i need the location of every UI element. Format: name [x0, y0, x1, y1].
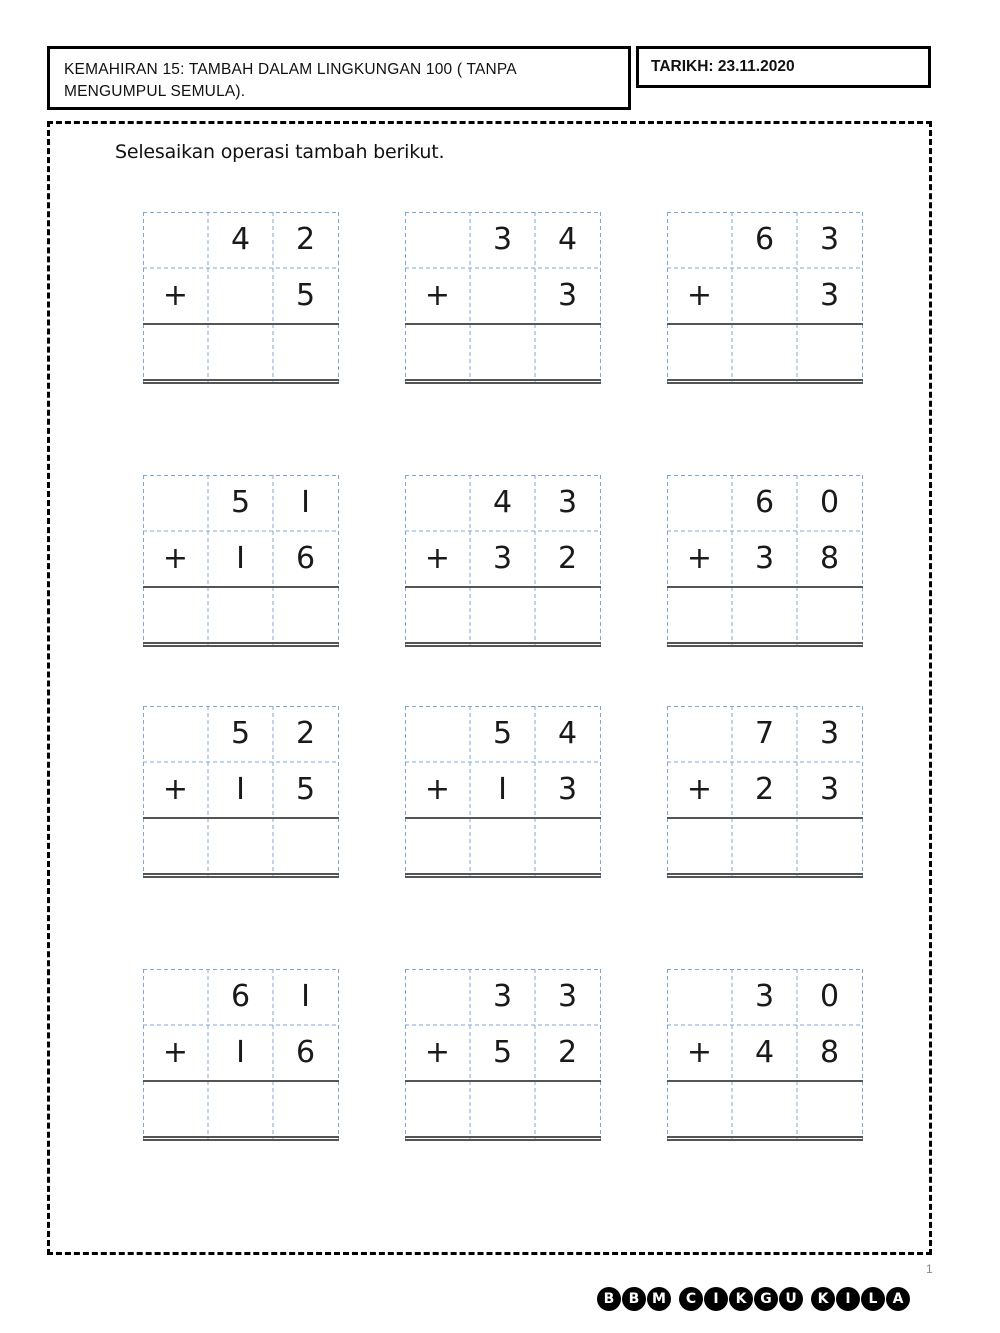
answer-cell[interactable]: [470, 324, 535, 380]
answer-cell[interactable]: [535, 818, 600, 874]
operand-digit: [405, 212, 470, 268]
answer-cell[interactable]: [273, 818, 338, 874]
brand-word: [811, 1287, 911, 1311]
addend-digit: 5: [492, 1035, 513, 1070]
brand-logo: [597, 1284, 911, 1314]
answer-cell[interactable]: [732, 818, 797, 874]
addend-digit: I: [498, 772, 507, 807]
answer-cell[interactable]: [667, 1081, 732, 1137]
answer-cell[interactable]: [273, 587, 338, 643]
operand-digit: 3: [557, 979, 578, 1014]
skill-title: KEMAHIRAN 15: TAMBAH DALAM LINGKUNGAN 100 ( TANPA MENGUMPUL SEMULA).: [64, 61, 516, 100]
addend-digit: 3: [819, 772, 840, 807]
addition-problem: [667, 212, 863, 384]
answer-cell[interactable]: [732, 587, 797, 643]
operand-digit: I: [301, 979, 310, 1014]
answer-cell[interactable]: [535, 324, 600, 380]
answer-cell[interactable]: [143, 818, 208, 874]
operand-digit: 4: [230, 222, 251, 257]
addend-digit: I: [236, 1035, 245, 1070]
operand-digit: [667, 969, 732, 1025]
brand-letter: K: [811, 1287, 835, 1311]
addend-digit: 5: [295, 772, 316, 807]
addition-problem: [405, 706, 601, 878]
plus-sign: +: [686, 1035, 713, 1070]
operand-digit: 5: [492, 716, 513, 751]
answer-cell[interactable]: [143, 587, 208, 643]
operand-digit: 4: [492, 485, 513, 520]
answer-cell[interactable]: [208, 1081, 273, 1137]
brand-letter: G: [754, 1287, 778, 1311]
operand-digit: 4: [557, 716, 578, 751]
answer-cell[interactable]: [470, 587, 535, 643]
answer-cell[interactable]: [535, 587, 600, 643]
brand-letter: M: [647, 1287, 671, 1311]
answer-cell[interactable]: [797, 324, 862, 380]
answer-cell[interactable]: [667, 587, 732, 643]
addend-digit: [208, 268, 273, 324]
addition-problem: [667, 969, 863, 1141]
brand-letter: U: [779, 1287, 803, 1311]
operand-digit: 3: [819, 716, 840, 751]
operand-digit: [143, 969, 208, 1025]
answer-cell[interactable]: [273, 1081, 338, 1137]
operand-digit: 6: [230, 979, 251, 1014]
plus-sign: +: [424, 772, 451, 807]
plus-sign: +: [162, 541, 189, 576]
plus-sign: +: [424, 278, 451, 313]
answer-cell[interactable]: [667, 324, 732, 380]
addend-digit: 4: [754, 1035, 775, 1070]
brand-word: [597, 1287, 672, 1311]
brand-letter: L: [861, 1287, 885, 1311]
plus-sign: +: [686, 541, 713, 576]
addend-digit: 8: [819, 541, 840, 576]
operand-digit: 3: [557, 485, 578, 520]
addend-digit: 5: [295, 278, 316, 313]
answer-cell[interactable]: [405, 1081, 470, 1137]
answer-cell[interactable]: [667, 818, 732, 874]
answer-cell[interactable]: [405, 587, 470, 643]
addition-problem: [405, 475, 601, 647]
operand-digit: 5: [230, 485, 251, 520]
skill-title-box: [47, 46, 631, 110]
page-number: 1: [926, 1262, 933, 1276]
operand-digit: 2: [295, 222, 316, 257]
operand-digit: [143, 706, 208, 762]
answer-cell[interactable]: [143, 1081, 208, 1137]
plus-sign: +: [424, 1035, 451, 1070]
addend-digit: 3: [819, 278, 840, 313]
answer-cell[interactable]: [797, 587, 862, 643]
answer-cell[interactable]: [535, 1081, 600, 1137]
operand-digit: 4: [557, 222, 578, 257]
brand-word: [679, 1287, 804, 1311]
operand-digit: 6: [754, 485, 775, 520]
addend-digit: 2: [557, 1035, 578, 1070]
operand-digit: 6: [754, 222, 775, 257]
operand-digit: 3: [492, 222, 513, 257]
operand-digit: I: [301, 485, 310, 520]
brand-letter: B: [597, 1287, 621, 1311]
plus-sign: +: [686, 772, 713, 807]
addend-digit: I: [236, 772, 245, 807]
brand-letter: K: [729, 1287, 753, 1311]
addition-problem: [143, 212, 339, 384]
answer-cell[interactable]: [797, 818, 862, 874]
answer-cell[interactable]: [470, 818, 535, 874]
instruction-text: Selesaikan operasi tambah berikut.: [115, 141, 445, 163]
operand-digit: [405, 475, 470, 531]
plus-sign: +: [162, 772, 189, 807]
operand-digit: 0: [819, 979, 840, 1014]
operand-digit: [405, 706, 470, 762]
answer-cell[interactable]: [405, 818, 470, 874]
operand-digit: 7: [754, 716, 775, 751]
addend-digit: 3: [754, 541, 775, 576]
addend-digit: 2: [557, 541, 578, 576]
brand-letter: I: [704, 1287, 728, 1311]
operand-digit: [667, 706, 732, 762]
answer-cell[interactable]: [208, 818, 273, 874]
plus-sign: +: [686, 278, 713, 313]
operand-digit: 0: [819, 485, 840, 520]
plus-sign: +: [424, 541, 451, 576]
addend-digit: 8: [819, 1035, 840, 1070]
brand-letter: B: [622, 1287, 646, 1311]
plus-sign: +: [162, 1035, 189, 1070]
brand-letter: I: [836, 1287, 860, 1311]
addend-digit: [470, 268, 535, 324]
operand-digit: 2: [295, 716, 316, 751]
answer-cell[interactable]: [405, 324, 470, 380]
addition-problem: [405, 969, 601, 1141]
addition-problem: [143, 475, 339, 647]
operand-digit: [405, 969, 470, 1025]
addend-digit: 3: [492, 541, 513, 576]
date-label: TARIKH: 23.11.2020: [651, 58, 795, 75]
operand-digit: 5: [230, 716, 251, 751]
answer-cell[interactable]: [732, 324, 797, 380]
operand-digit: 3: [754, 979, 775, 1014]
addend-digit: 3: [557, 772, 578, 807]
addition-problem: [667, 475, 863, 647]
addend-digit: I: [236, 541, 245, 576]
operand-digit: 3: [819, 222, 840, 257]
answer-cell[interactable]: [208, 587, 273, 643]
brand-letter: A: [886, 1287, 910, 1311]
answer-cell[interactable]: [470, 1081, 535, 1137]
operand-digit: [667, 475, 732, 531]
addend-digit: 2: [754, 772, 775, 807]
addition-problem: [405, 212, 601, 384]
answer-cell[interactable]: [797, 1081, 862, 1137]
answer-cell[interactable]: [143, 324, 208, 380]
answer-cell[interactable]: [273, 324, 338, 380]
answer-cell[interactable]: [208, 324, 273, 380]
addend-digit: 3: [557, 278, 578, 313]
addition-problem: [143, 969, 339, 1141]
addend-digit: 6: [295, 1035, 316, 1070]
brand-letter: C: [679, 1287, 703, 1311]
operand-digit: [143, 212, 208, 268]
operand-digit: 3: [492, 979, 513, 1014]
addition-problem: [143, 706, 339, 878]
operand-digit: [667, 212, 732, 268]
date-box: [636, 46, 931, 88]
plus-sign: +: [162, 278, 189, 313]
addend-digit: 6: [295, 541, 316, 576]
answer-cell[interactable]: [732, 1081, 797, 1137]
addition-problem: [667, 706, 863, 878]
operand-digit: [143, 475, 208, 531]
addend-digit: [732, 268, 797, 324]
